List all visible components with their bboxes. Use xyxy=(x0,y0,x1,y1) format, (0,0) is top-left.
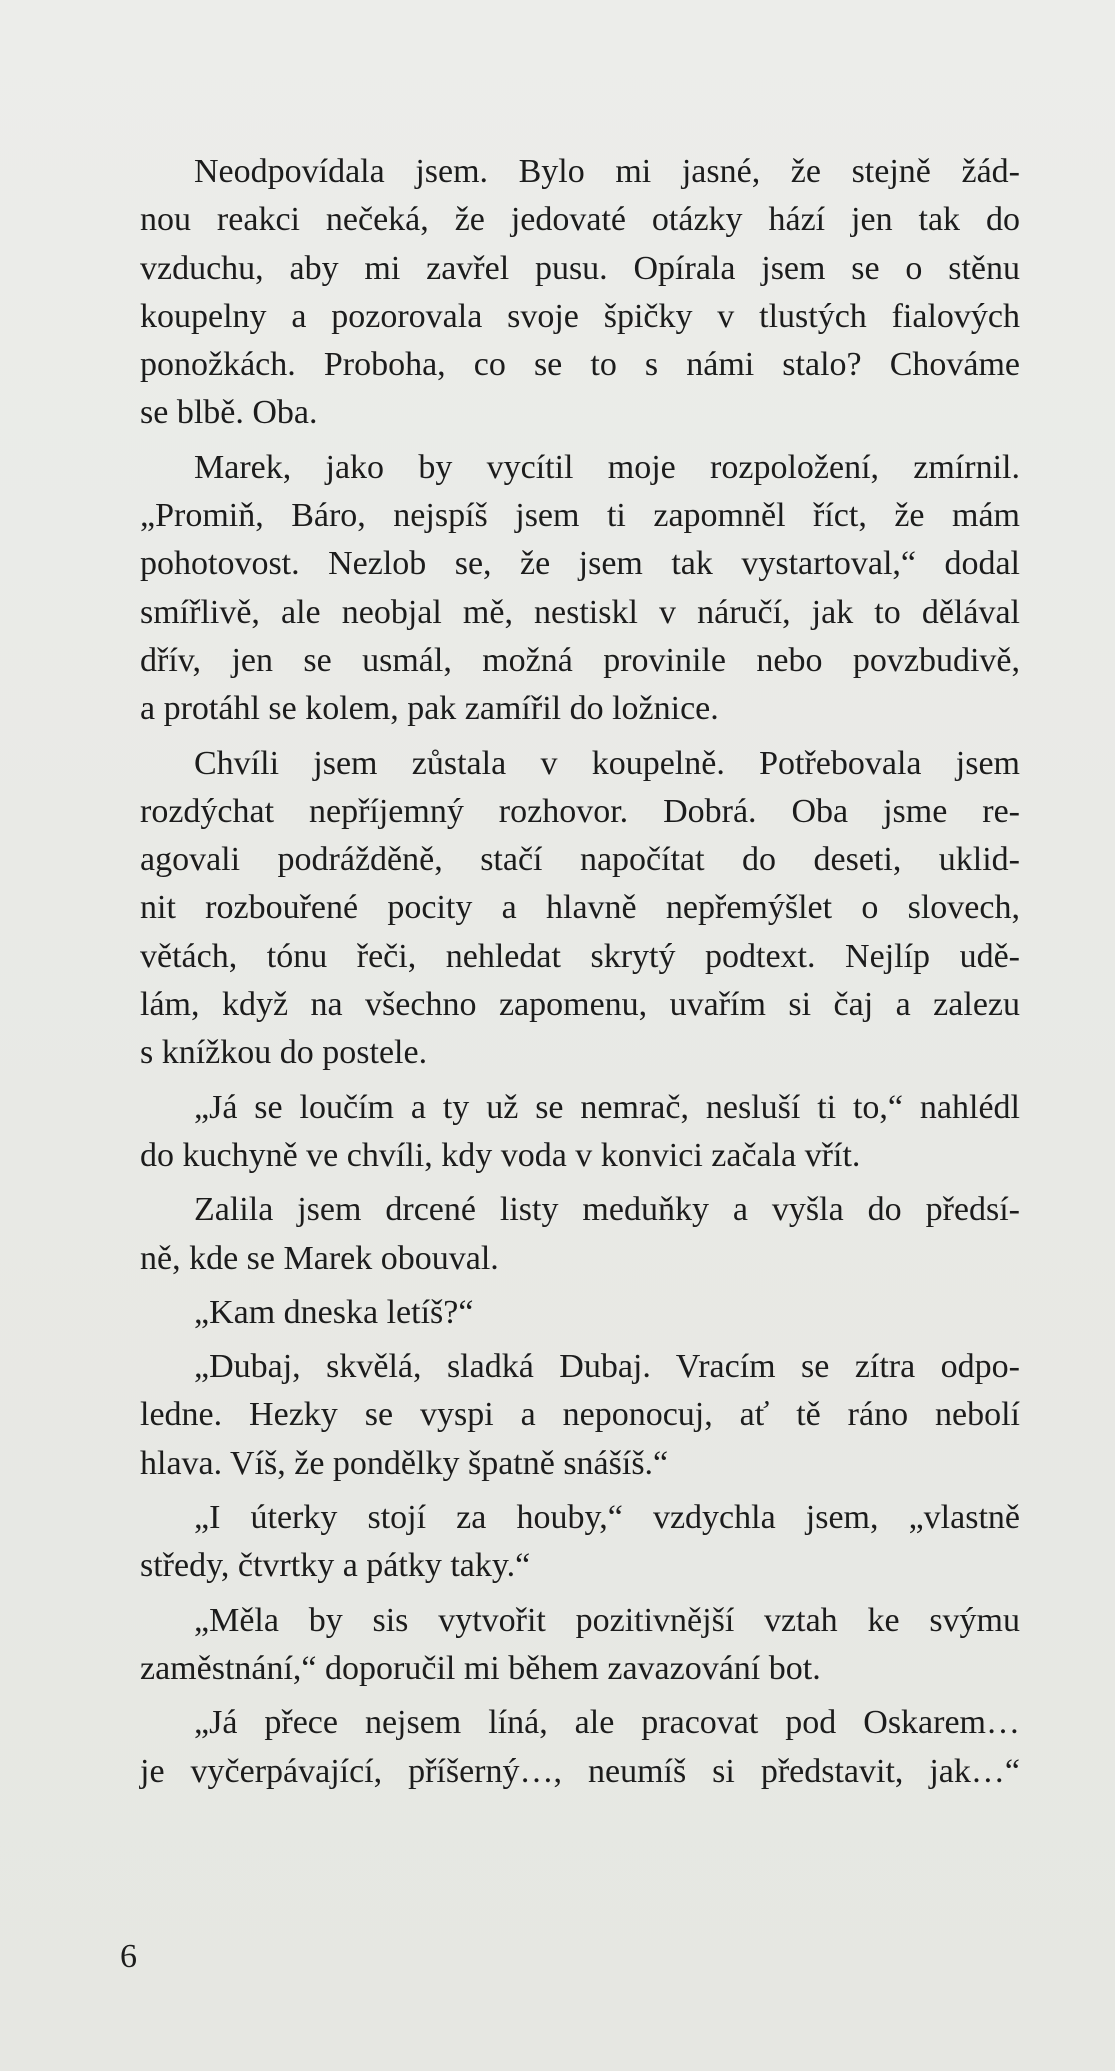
text-line: „Dubaj, skvělá, sladká Dubaj. Vracím se zítra odpo- xyxy=(194,1348,1020,1386)
text-line: dřív, jen se usmál, možná provinile nebo povzbudivě, xyxy=(140,641,1020,679)
text-line: ledne. Hezky se vyspi a neponocuj, ať tě ráno nebolí xyxy=(140,1396,1020,1434)
text-line: koupelny a pozorovala svoje špičky v tlustých fialových xyxy=(140,297,1020,335)
text-line: do kuchyně ve chvíli, kdy voda v konvici začala vřít. xyxy=(140,1136,861,1174)
text-line: smířlivě, ale neobjal mě, nestiskl v náručí, jak to dělával xyxy=(140,593,1020,631)
text-line: „Já se loučím a ty už se nemrač, nesluší ti to,“ nahlédl xyxy=(194,1088,1020,1126)
page-number: 6 xyxy=(120,1938,137,1975)
text-line: se blbě. Oba. xyxy=(140,394,318,432)
text-line: Marek, jako by vycítil moje rozpoložení, zmírnil. xyxy=(194,448,1020,486)
text-line: ně, kde se Marek obouval. xyxy=(140,1239,499,1277)
text-line: „I úterky stojí za houby,“ vzdychla jsem, „vlastně xyxy=(194,1499,1020,1537)
text-line: ponožkách. Proboha, co se to s námi stalo? Chováme xyxy=(140,346,1020,384)
text-line: „Já přece nejsem líná, ale pracovat pod Oskarem… xyxy=(194,1704,1020,1742)
text-line: zaměstnání,“ doporučil mi během zavazování bot. xyxy=(140,1649,821,1687)
body-text xyxy=(140,148,1020,1796)
text-line: vzduchu, aby mi zavřel pusu. Opírala jsem se o stěnu xyxy=(140,249,1020,287)
text-line: „Měla by sis vytvořit pozitivnější vztah ke svýmu xyxy=(194,1601,1020,1639)
text-line: Chvíli jsem zůstala v koupelně. Potřebovala jsem xyxy=(194,744,1020,782)
text-line: „Promiň, Báro, nejspíš jsem ti zapomněl říct, že mám xyxy=(140,497,1020,535)
text-line: „Kam dneska letíš?“ xyxy=(194,1293,474,1331)
text-line: s knížkou do postele. xyxy=(140,1034,428,1072)
text-line: pohotovost. Nezlob se, že jsem tak vystartoval,“ dodal xyxy=(140,545,1020,583)
text-line: nit rozbouřené pocity a hlavně nepřemýšlet o slovech, xyxy=(140,889,1020,927)
text-line: hlava. Víš, že pondělky špatně snášíš.“ xyxy=(140,1444,669,1482)
text-line: Zalila jsem drcené listy meduňky a vyšla do předsí- xyxy=(194,1191,1020,1229)
text-line: rozdýchat nepříjemný rozhovor. Dobrá. Oba jsme re- xyxy=(140,792,1020,830)
text-line: lám, když na všechno zapomenu, uvařím si čaj a zalezu xyxy=(140,986,1020,1024)
text-line: nou reakci nečeká, že jedovaté otázky hází jen tak do xyxy=(140,201,1020,239)
text-line: je vyčerpávající, příšerný…, neumíš si představit, jak…“ xyxy=(140,1752,1020,1790)
text-line: Neodpovídala jsem. Bylo mi jasné, že stejně žád- xyxy=(194,153,1020,190)
text-line: středy, čtvrtky a pátky taky.“ xyxy=(140,1547,531,1585)
text-line: agovali podrážděně, stačí napočítat do deseti, uklid- xyxy=(140,841,1020,879)
text-line: a protáhl se kolem, pak zamířil do ložnice. xyxy=(140,690,719,728)
text-line: větách, tónu řeči, nehledat skrytý podtext. Nejlíp udě- xyxy=(140,937,1020,975)
